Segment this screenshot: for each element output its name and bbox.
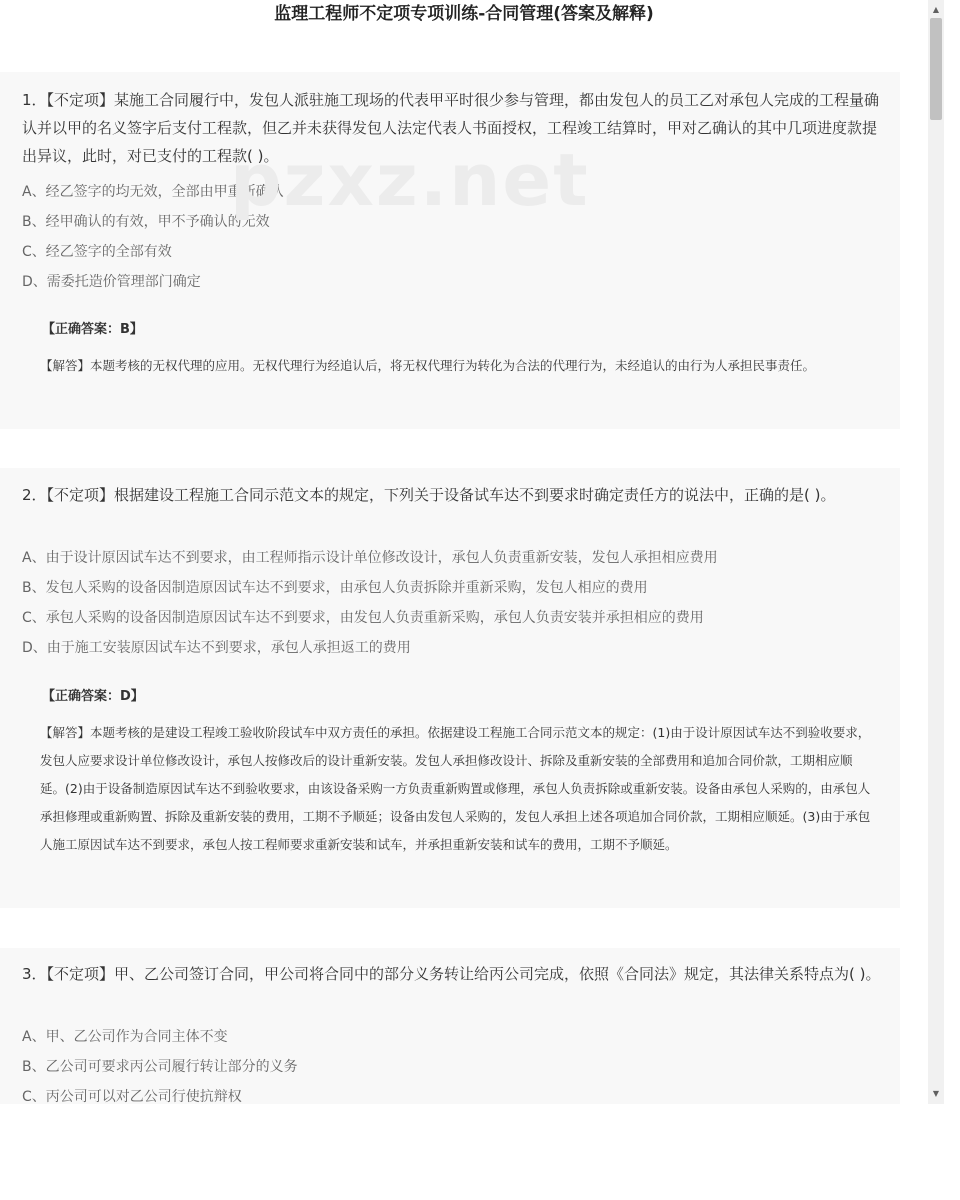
correct-answer: 【正确答案：D】 (42, 689, 144, 704)
page-title: 监理工程师不定项专项训练-合同管理(答案及解释) (274, 4, 654, 24)
site-watermark: pzxz.net (230, 138, 590, 222)
answer-explanation: 【解答】本题考核的无权代理的应用。无权代理行为经追认后，将无权代理行为转化为合法的代理行为，未经追认的由行为人承担民事责任。 (40, 358, 816, 373)
option-a[interactable]: A、由于设计原因试车达不到要求，由工程师指示设计单位修改设计，承包人负责重新安装，发包人承担相应费用 (22, 550, 718, 566)
option-d[interactable]: D、由于施工安装原因试车达不到要求，承包人承担返工的费用 (22, 640, 411, 656)
option-c[interactable]: C、丙公司可以对乙公司行使抗辩权 (22, 1089, 242, 1104)
option-a[interactable]: A、甲、乙公司作为合同主体不变 (22, 1029, 228, 1045)
option-c[interactable]: C、经乙签字的全部有效 (22, 244, 172, 260)
question-card-1 (0, 72, 900, 429)
question-stem: 1．【不定项】某施工合同履行中，发包人派驻施工现场的代表甲平时很少参与管理，都由发包人的员工乙对承包人完成的工程量确认并以甲的名义签字后支付工程款，但乙并未获得发包人法定代表人书面授权，工程竣工结算时，甲对乙确认的其中几项进度款提出异议，此时，对已支付的工程款( )。 (22, 91, 880, 165)
option-b[interactable]: B、经甲确认的有效，甲不予确认的无效 (22, 214, 270, 230)
option-c[interactable]: C、承包人采购的设备因制造原因试车达不到要求，由发包人负责重新采购，承包人负责安装并承担相应的费用 (22, 610, 704, 626)
question-stem: 3．【不定项】甲、乙公司签订合同，甲公司将合同中的部分义务转让给丙公司完成，依照《合同法》规定，其法律关系特点为( )。 (22, 965, 881, 983)
option-b[interactable]: B、发包人采购的设备因制造原因试车达不到要求，由承包人负责拆除并重新采购，发包人相应的费用 (22, 580, 648, 596)
answer-explanation: 【解答】本题考核的是建设工程竣工验收阶段试车中双方责任的承担。依据建设工程施工合同示范文本的规定：(1)由于设计原因试车达不到验收要求，发包人应要求设计单位修改设计，承包人按修改后的设计重新安装。发包人承担修改设计、拆除及重新安装的全部费用和追加合同价款，工期相应顺延。(2)由于设备制造原因试车达不到验收要求，由该设备采购一方负责重新购置或修理，承包人负责拆除或重新安装。设备由承包人采购的，由承包人承担修理或重新购置、拆除及重新安装的费用，工期不予顺延；设备由发包人采购的，发包人承担上述各项追加合同价款，工期相应顺延。(3)由于承包人施工原因试车达不到要求，承包人按工程师要求重新安装和试车，并承担重新安装和试车的费用，工期不予顺延。 (40, 725, 871, 852)
question-card-3 (0, 948, 900, 1104)
scroll-down-icon[interactable]: ▼ (932, 1089, 940, 1098)
scroll-up-icon[interactable]: ▲ (932, 5, 940, 14)
option-d[interactable]: D、需委托造价管理部门确定 (22, 274, 201, 290)
option-b[interactable]: B、乙公司可要求丙公司履行转让部分的义务 (22, 1059, 298, 1075)
question-card-2 (0, 468, 900, 908)
scrollbar-thumb[interactable] (930, 18, 942, 120)
question-stem: 2．【不定项】根据建设工程施工合同示范文本的规定，下列关于设备试车达不到要求时确定责任方的说法中，正确的是( )。 (22, 486, 836, 504)
correct-answer: 【正确答案：B】 (42, 322, 143, 337)
vertical-scrollbar[interactable] (928, 0, 944, 1104)
option-a[interactable]: A、经乙签字的均无效，全部由甲重新确认 (22, 184, 284, 200)
